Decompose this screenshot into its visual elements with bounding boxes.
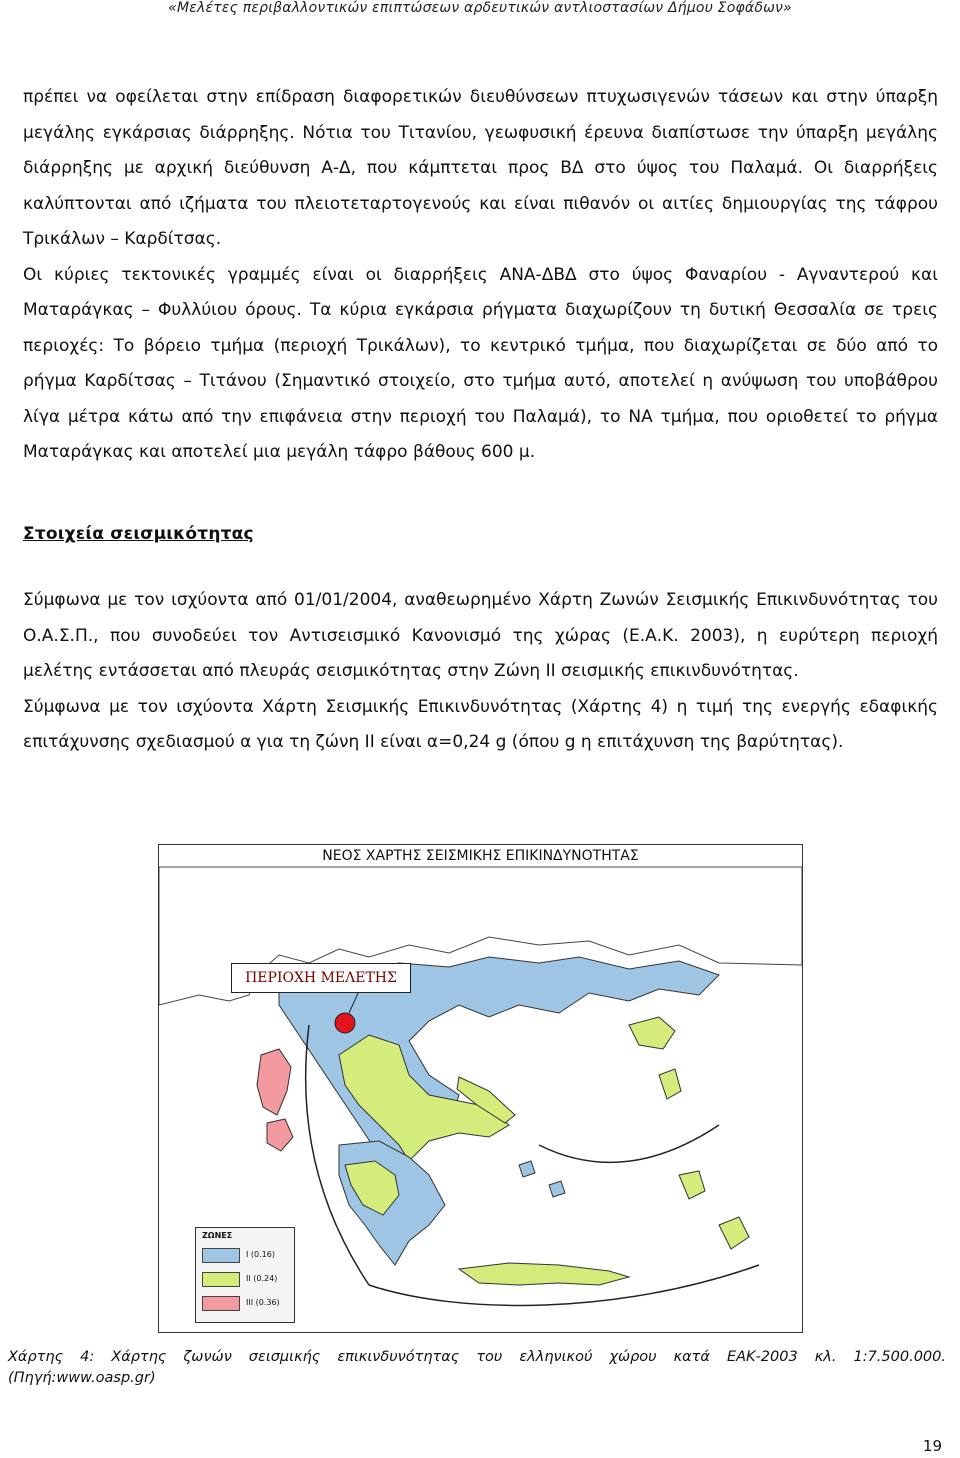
legend-title: ΖΩΝΕΣ <box>202 1231 233 1240</box>
lesvos <box>629 1017 675 1049</box>
seismic-hazard-map <box>158 844 803 1333</box>
geology-text <box>23 80 938 471</box>
chios <box>659 1069 681 1099</box>
rhodes <box>719 1217 749 1249</box>
legend-row-zone-1 <box>202 1248 290 1263</box>
map-caption-source: (Πηγή:www.oasp.gr) <box>8 1370 156 1386</box>
study-area-marker <box>335 1013 355 1033</box>
seismic-paragraph-1: Σύμφωνα με τον ισχύοντα από 01/01/2004, αναθεωρημένο Χάρτη Ζωνών Σεισμικής Επικινδυνότητας του Ο.Α.Σ.Π., που συνοδεύει τον Αντισεισμικό Κανονισμό της χώρας (Ε.Α.Κ. 2003), η ευρύτερη περιοχή μελέτης εντάσσεται από πλευράς σεισμικότητας στην Ζώνη ΙΙ σεισμικής επικινδυνότητας. <box>23 590 938 681</box>
seismic-text <box>23 583 938 761</box>
map-caption: Χάρτης 4: Χάρτης ζωνών σεισμικής επικινδυνότητας του ελληνικού χώρου κατά ΕΑΚ-2003 κλ. 1:7.500.000. <box>8 1349 946 1365</box>
geology-paragraph-1: πρέπει να οφείλεται στην επίδραση διαφορετικών διευθύνσεων πτυχωσιγενών τάσεων και στην ύπαρξη μεγάλης εγκάρσιας διάρρηξης. Νότια του Τιτανίου, γεωφυσική έρευνα διαπίστωσε την ύπαρξη μεγάλης διάρρηξης με αρχική διεύθυνση Α-Δ, που κάμπτεται προς ΒΔ στο ύψος του Παλαμά. Οι διαρρήξεις καλύπτονται από ιζήματα του πλειοτεταρτογενούς και είναι πιθανόν οι αιτίες δημιουργίας της τάφρου Τρικάλων – Καρδίτσας. <box>23 87 938 249</box>
study-area-label: ΠΕΡΙΟΧΗ ΜΕΛΕΤΗΣ <box>231 963 411 993</box>
geology-paragraph-2: Οι κύριες τεκτονικές γραμμές είναι οι διαρρήξεις ΑΝΑ-ΔΒΔ στο ύψος Φαναρίου - Αγναντερού και Ματαράγκας – Φυλλύιου όρους. Τα κύρια εγκάρσια ρήγματα διαχωρίζουν τη δυτική Θεσσαλία σε τρεις περιοχές: Το βόρειο τμήμα (περιοχή Τρικάλων), το κεντρικό τμήμα, που διαχωρίζεται σε δύο από το ρήγμα Καρδίτσας – Τιτάνου (Σημαντικό στοιχείο, στο τμήμα αυτό, αποτελεί η ανύψωση του υποβάθρου λίγα μέτρα κάτω από την επιφάνεια στην περιοχή του Παλαμά), το ΝΑ τμήμα, που οριοθετεί το ρήγμα Ματαράγκας και αποτελεί μια μεγάλη τάφρο βάθους 600 μ. <box>23 264 938 462</box>
cyclades-1 <box>519 1161 535 1177</box>
page-number: 19 <box>922 1437 942 1455</box>
seismic-paragraph-2: Σύμφωνα με τον ισχύοντα Χάρτη Σεισμικής Επικινδυνότητας (Χάρτης 4) η τιμή της ενεργής εδαφικής επιτάχυνσης σχεδιασμού α για τη ζώνη ΙΙ είναι α=0,24 g (όπου g η επιτάχυνση της βαρύτητας). <box>23 696 938 752</box>
zone-boundary-aegean <box>539 1125 719 1162</box>
legend-label-zone-1: I (0.16) <box>246 1250 275 1259</box>
crete <box>459 1263 629 1285</box>
legend-swatch-zone-1 <box>202 1248 240 1263</box>
legend-swatch-zone-2 <box>202 1272 240 1287</box>
ionian-island-2 <box>267 1119 293 1151</box>
map-legend <box>195 1227 295 1323</box>
seismic-section-heading: Στοιχεία σεισμικότητας <box>23 524 254 544</box>
legend-row-zone-2 <box>202 1272 290 1287</box>
legend-swatch-zone-3 <box>202 1296 240 1311</box>
map-title: ΝΕΟΣ ΧΑΡΤΗΣ ΣΕΙΣΜΙΚΗΣ ΕΠΙΚΙΝΔΥΝΟΤΗΤΑΣ <box>322 848 639 864</box>
legend-row-zone-3 <box>202 1296 290 1311</box>
legend-label-zone-3: III (0.36) <box>246 1298 280 1307</box>
document-header <box>0 0 960 16</box>
cyclades-2 <box>549 1181 565 1197</box>
header-title: «Μελέτες περιβαλλοντικών επιπτώσεων αρδευτικών αντλιοστασίων Δήμου Σοφάδων» <box>168 0 792 16</box>
dodecanese <box>679 1171 705 1199</box>
ionian-zone-3 <box>257 1049 291 1115</box>
legend-label-zone-2: II (0.24) <box>246 1274 278 1283</box>
